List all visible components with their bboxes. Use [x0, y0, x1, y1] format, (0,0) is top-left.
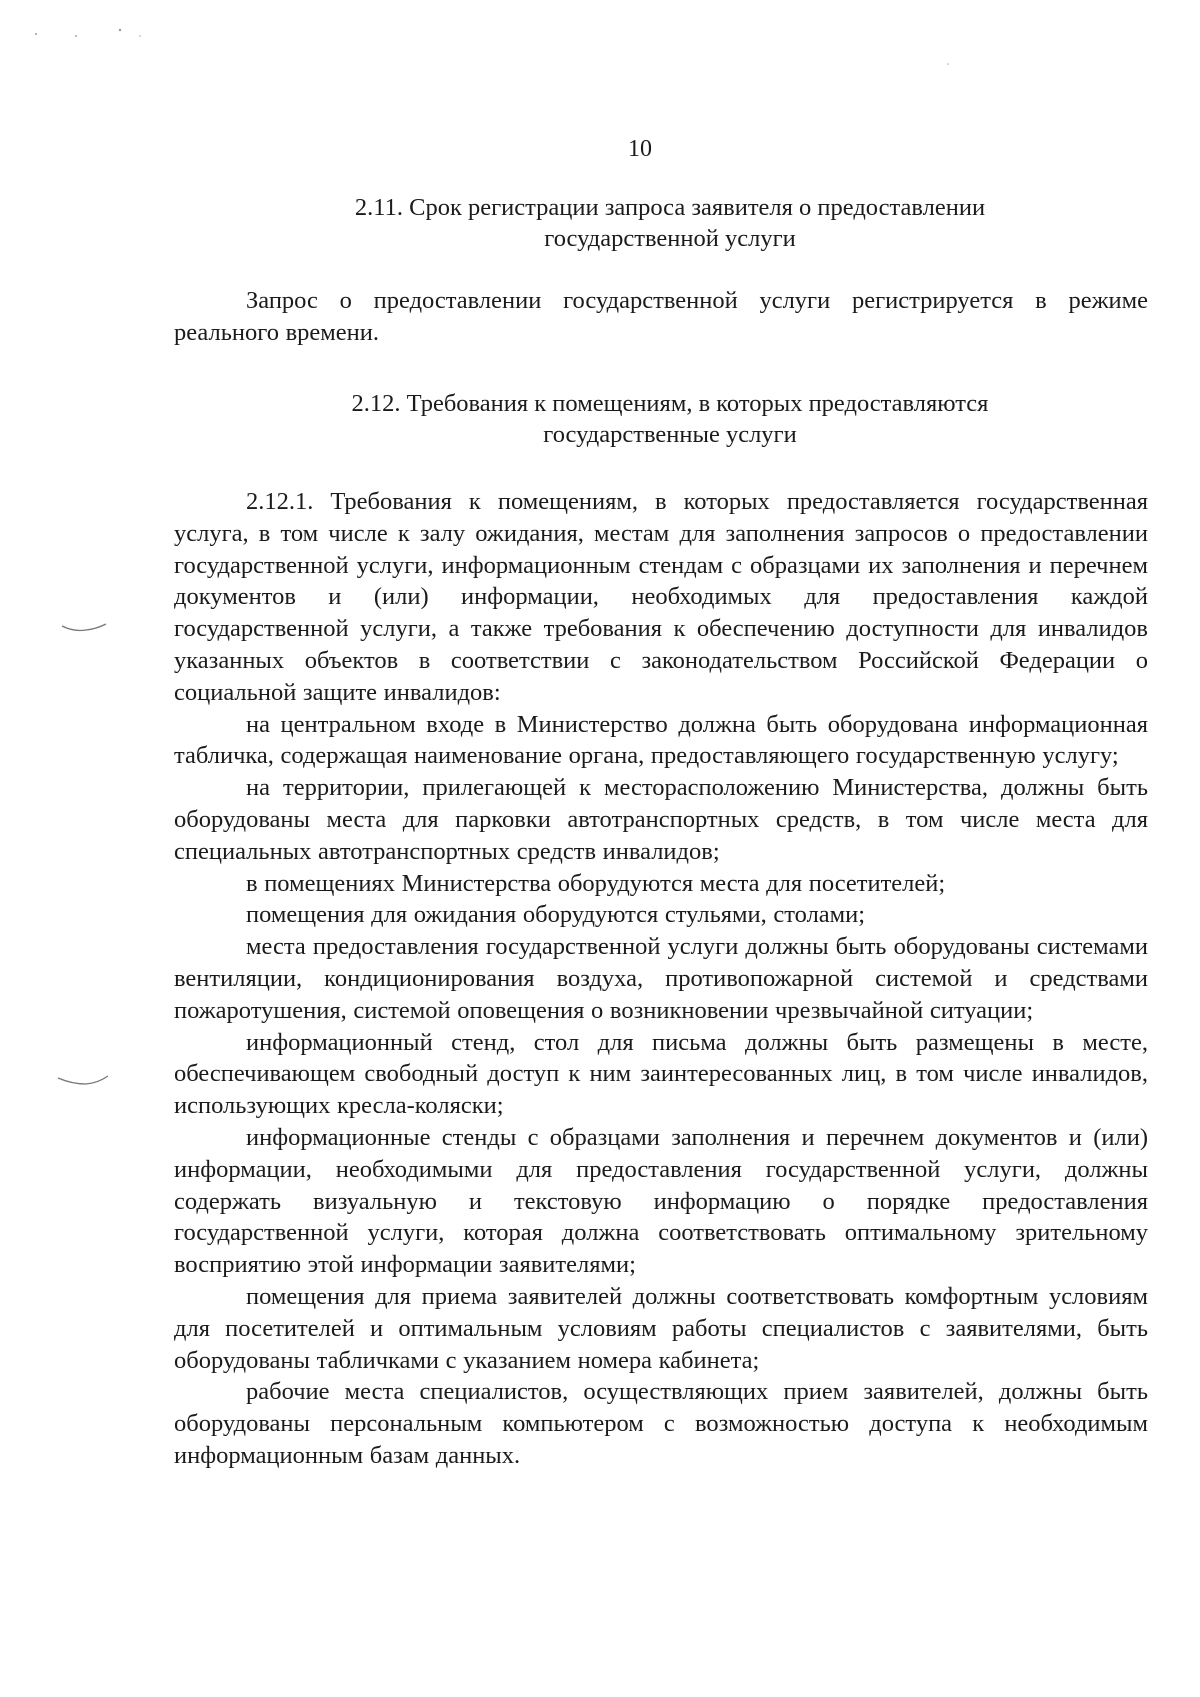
scan-dot-right	[944, 60, 952, 68]
paragraph-waiting-furniture: помещения для ожидания оборудуются стульями, столами;	[246, 901, 866, 929]
paragraph-workplaces: рабочие места специалистов, осуществляющих прием заявителей, должны быть оборудованы персональным компьютером с возможностью доступа к необходимым информационным базам данных.	[174, 1378, 1148, 1469]
paragraph-reception-rooms: помещения для приема заявителей должны соответствовать комфортным условиям для посетителей и оптимальным условиям работы специалистов с заявителями, быть оборудованы табличками с указанием номера кабинета;	[174, 1282, 1148, 1374]
section-2-11-paragraph: Запрос о предоставлении государственной услуги регистрируется в режиме реального времени.	[174, 287, 1148, 346]
scan-dots-top-left	[28, 20, 148, 50]
paragraph-ventilation-safety: места предоставления государственной услуги должны быть оборудованы системами вентиляции, кондиционирования воздуха, противопожарной системой и средствами пожаротушения, системой оповещения о возникновении чрезвычайной ситуации;	[174, 933, 1148, 1024]
scan-mark-left-2	[56, 1072, 112, 1094]
paragraph-info-stand-access: информационный стенд, стол для письма должны быть размещены в месте, обеспечивающем свободный доступ к ним заинтересованных лиц, в том числе инвалидов, использующих кресла-коляски;	[174, 1028, 1148, 1120]
paragraph-parking: на территории, прилегающей к месторасположению Министерства, должны быть оборудованы места для парковки автотранспортных средств, в том числе места для специальных автотранспортных средств инвалидов;	[174, 774, 1148, 865]
section-2-11-heading-line1: 2.11. Срок регистрации запроса заявителя о предоставлении	[354, 194, 986, 221]
paragraph-2-12-1: 2.12.1. Требования к помещениям, в которых предоставляется государственная услуга, в том числе к залу ожидания, местам для заполнения запросов о предоставлении государственной услуги, информационным стендам с образцами их заполнения и перечнем документов и (или) информации, необходимых для предоставления каждой государственной услуги, а также требования к обеспечению доступности для инвалидов указанных объектов в соответствии с законодательством Российской Федерации о социальной защите инвалидов:	[174, 488, 1148, 706]
paragraph-central-entrance: на центральном входе в Министерство должна быть оборудована информационная табличка, содержащая наименование органа, предоставляющего государственную услугу;	[174, 710, 1148, 770]
section-2-12-heading-line1: 2.12. Требования к помещениям, в которых предоставляются	[351, 390, 989, 417]
scan-mark-left-1	[60, 620, 110, 640]
paragraph-info-stand-content: информационные стенды с образцами заполнения и перечнем документов и (или) информации, необходимыми для предоставления государственной услуги, должны содержать визуальную и текстовую информацию о порядке предоставления государственной услуги, которая должна соответствовать оптимальному зрительному восприятию этой информации заявителями;	[174, 1123, 1148, 1279]
section-2-11-heading	[170, 192, 1170, 254]
section-2-11-body	[174, 285, 1148, 349]
section-2-11-heading-line2: государственной услуги	[544, 225, 796, 252]
page-number: 10	[628, 136, 652, 162]
paragraph-visitor-seats: в помещениях Министерства оборудуются места для посетителей;	[246, 869, 946, 897]
section-2-12-heading-line2: государственные услуги	[543, 421, 797, 448]
section-2-12-heading	[170, 388, 1170, 450]
section-2-12-body	[174, 486, 1148, 1472]
